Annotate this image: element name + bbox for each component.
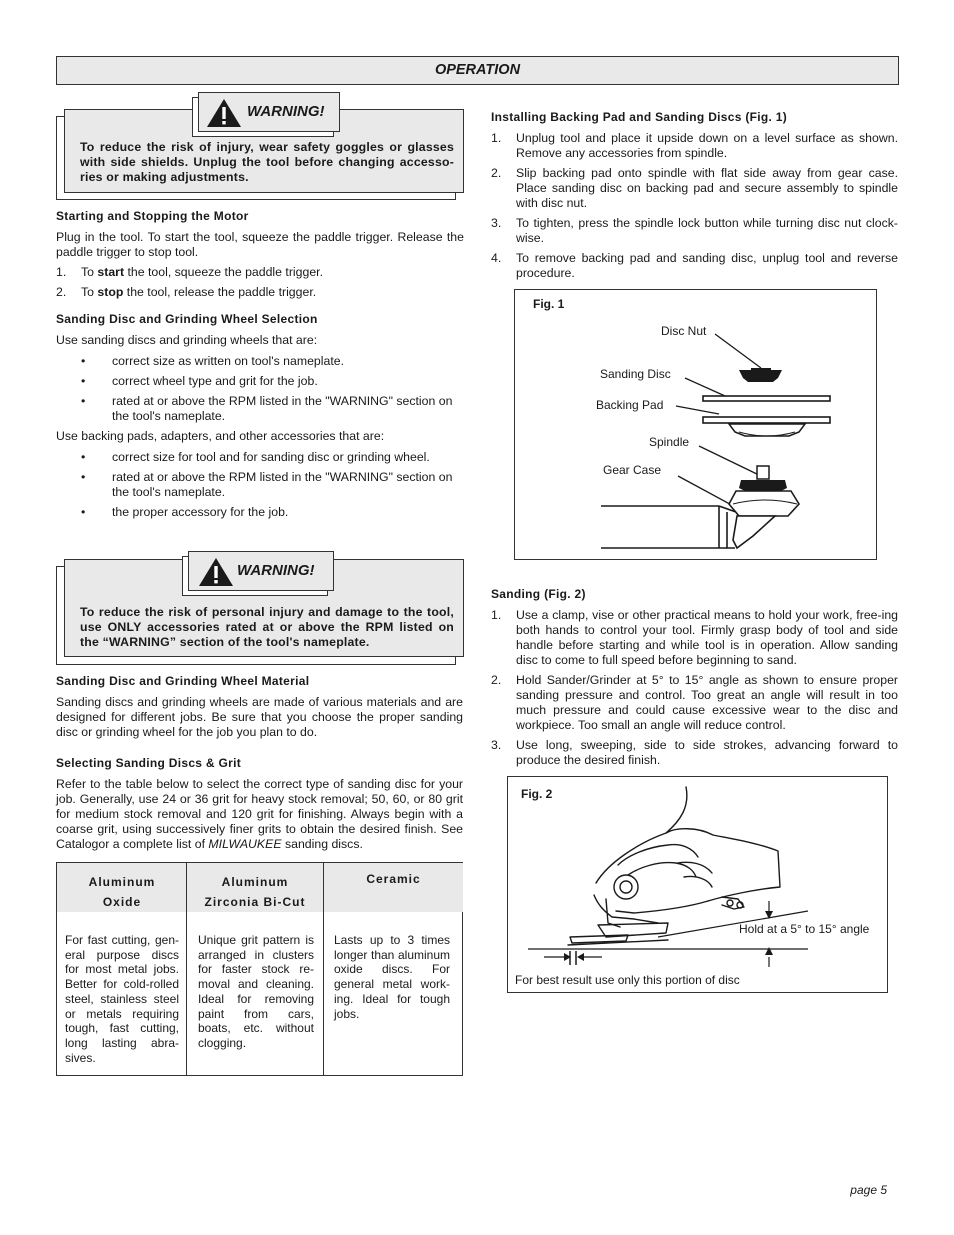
warning-box-goggles [56,92,464,200]
table-header: Ceramic [324,863,463,912]
part-label-gear-case: Gear Case [603,463,662,477]
material-heading: Sanding Disc and Grinding Wheel Material [56,674,310,688]
list-item: • rated at or above the RPM listed in the "WARNING" section on the tool's nameplate. [81,394,453,423]
list-item: 2. Slip backing pad onto spindle with flat side away from gear case. Place sanding disc on backing pad and secure assembly to spindle with disc nut. [491,166,898,210]
warning-box-accessories [56,551,464,665]
installing-heading: Installing Backing Pad and Sanding Discs (Fig. 1) [491,110,788,124]
start-stop-intro: Plug in the tool. To start the tool, squeeze the paddle trigger. Release the paddle trigger to stop tool. [56,230,464,259]
left-column-top [56,209,464,525]
table-column-aluminum-oxide [57,863,187,1075]
grit-text: Refer to the table below to select the correct type of sanding disc for your job. Generally, use 24 or 36 grit for heavy stock removal; 50, 60, or 80 grit for medium stock removal and 120 grit for finishing. Always begin with a coarse grit, using successively finer grits to obtain the desired finish. See Catalogor a complete list of MILWAUKEE sanding discs. [56,777,463,851]
page-number: page 5 [850,1183,887,1197]
angle-note: Hold at a 5° to 15° angle [739,922,870,936]
right-column-top [491,110,898,286]
selection-intro-2: Use backing pads, adapters, and other accessories that are: [56,429,385,443]
warning-triangle-icon [206,98,242,128]
installing-steps [491,131,898,281]
list-item: • the proper accessory for the job. [81,505,289,519]
selection-bullets-2 [56,450,464,520]
list-item: 1. Use a clamp, vise or other practical means to hold your work, free-ing both hands to control your tool. Firmly grasp body of tool and side handle before starting and while tool is in operation. Allow sanding disc to come to full speed before beginning to sand. [491,608,898,667]
table-cell: Lasts up to 3 times longer than aluminum oxide discs. For general metal work-ing. Ideal for tough jobs. [334,933,450,1021]
list-item: 2. To stop the tool, release the paddle trigger. [56,285,317,299]
part-label-spindle: Spindle [649,435,690,449]
list-item: 1. Unplug tool and place it upside down on a level surface as shown. Remove any accessories from spindle. [491,131,898,160]
table-column-ceramic [324,863,463,1075]
warning-label [188,551,334,591]
grit-heading: Selecting Sanding Discs & Grit [56,756,242,770]
left-column-bottom [56,674,463,852]
selection-heading: Sanding Disc and Grinding Wheel Selection [56,312,318,326]
list-item: 3. To tighten, press the spindle lock button while turning disc nut clock-wise. [491,216,898,245]
warning-label-text: WARNING! [247,103,325,120]
sanding-heading: Sanding (Fig. 2) [491,587,586,601]
list-item: 3. Use long, sweeping, side to side strokes, advancing forward to produce the desired finish. [491,738,898,767]
list-item: • rated at or above the RPM listed in the "WARNING" section on the tool's nameplate. [81,470,453,499]
selection-intro-1: Use sanding discs and grinding wheels that are: [56,333,318,347]
warning-label [198,92,340,132]
list-item: 1. To start the tool, squeeze the paddle trigger. [56,265,324,279]
right-column-bottom [491,587,898,773]
table-header: Aluminum Zirconia Bi-Cut [187,863,323,912]
warning-text: To reduce the risk of injury, wear safety goggles or glasses with side shields. Unplug the tool before changing accesso-ries or making adjustments. [80,140,454,184]
warning-label-text: WARNING! [237,562,315,579]
list-item: 2. Hold Sander/Grinder at 5° to 15° angle as shown to ensure proper sanding pressure and control. Too great an angle will result in too much pressure and could cause excessive wear to the disc and workpiece. Too small an angle will reduce control. [491,673,898,732]
list-item: 4. To remove backing pad and sanding disc, unplug tool and reverse procedure. [491,251,898,280]
table-cell: Unique grit pattern is arranged in clusters for faster stock re-moval and cleaning. Ideal for removing paint from cars, boats, etc. without clogging. [198,933,314,1050]
figure-label: Fig. 1 [533,297,565,311]
table-header: Aluminum Oxide [57,863,187,912]
part-label-disc-nut: Disc Nut [661,324,707,338]
figure-label: Fig. 2 [521,787,553,801]
table-column-zirconia [187,863,323,1075]
selection-bullets-1 [56,354,464,424]
part-label-backing-pad: Backing Pad [596,398,664,412]
disc-type-table [56,862,463,1076]
table-cell: For fast cutting, gen-eral purpose discs for most metal jobs. Better for cold-rolled steel, stainless steel or metals requiring tough, fast cutting, long lasting abra-sives. [65,933,179,1065]
warning-triangle-icon [198,557,234,587]
sanding-steps [491,608,898,768]
figure-1 [514,289,877,560]
portion-note: For best result use only this portion of disc [515,973,740,987]
list-item: • correct size for tool and for sanding disc or grinding wheel. [81,450,430,464]
start-stop-steps [56,265,464,300]
section-header: OPERATION [56,56,899,85]
warning-text: To reduce the risk of personal injury and damage to the tool, use ONLY accessories rated at or above the RPM listed on the “WARNING” section of the tool's nameplate. [80,605,454,649]
sanding-angle-drawing [508,777,887,967]
figure-2 [507,776,888,993]
disc-assembly-drawing [515,290,876,559]
list-item: • correct size as written on tool's nameplate. [81,354,344,368]
part-label-sanding-disc: Sanding Disc [600,367,671,381]
material-text: Sanding discs and grinding wheels are made of various materials and are designed for different jobs. Be sure that you choose the proper sanding disc or grinding wheel for the job you plan to do. [56,695,463,739]
list-item: • correct wheel type and grit for the job. [81,374,318,388]
start-stop-heading: Starting and Stopping the Motor [56,209,249,223]
